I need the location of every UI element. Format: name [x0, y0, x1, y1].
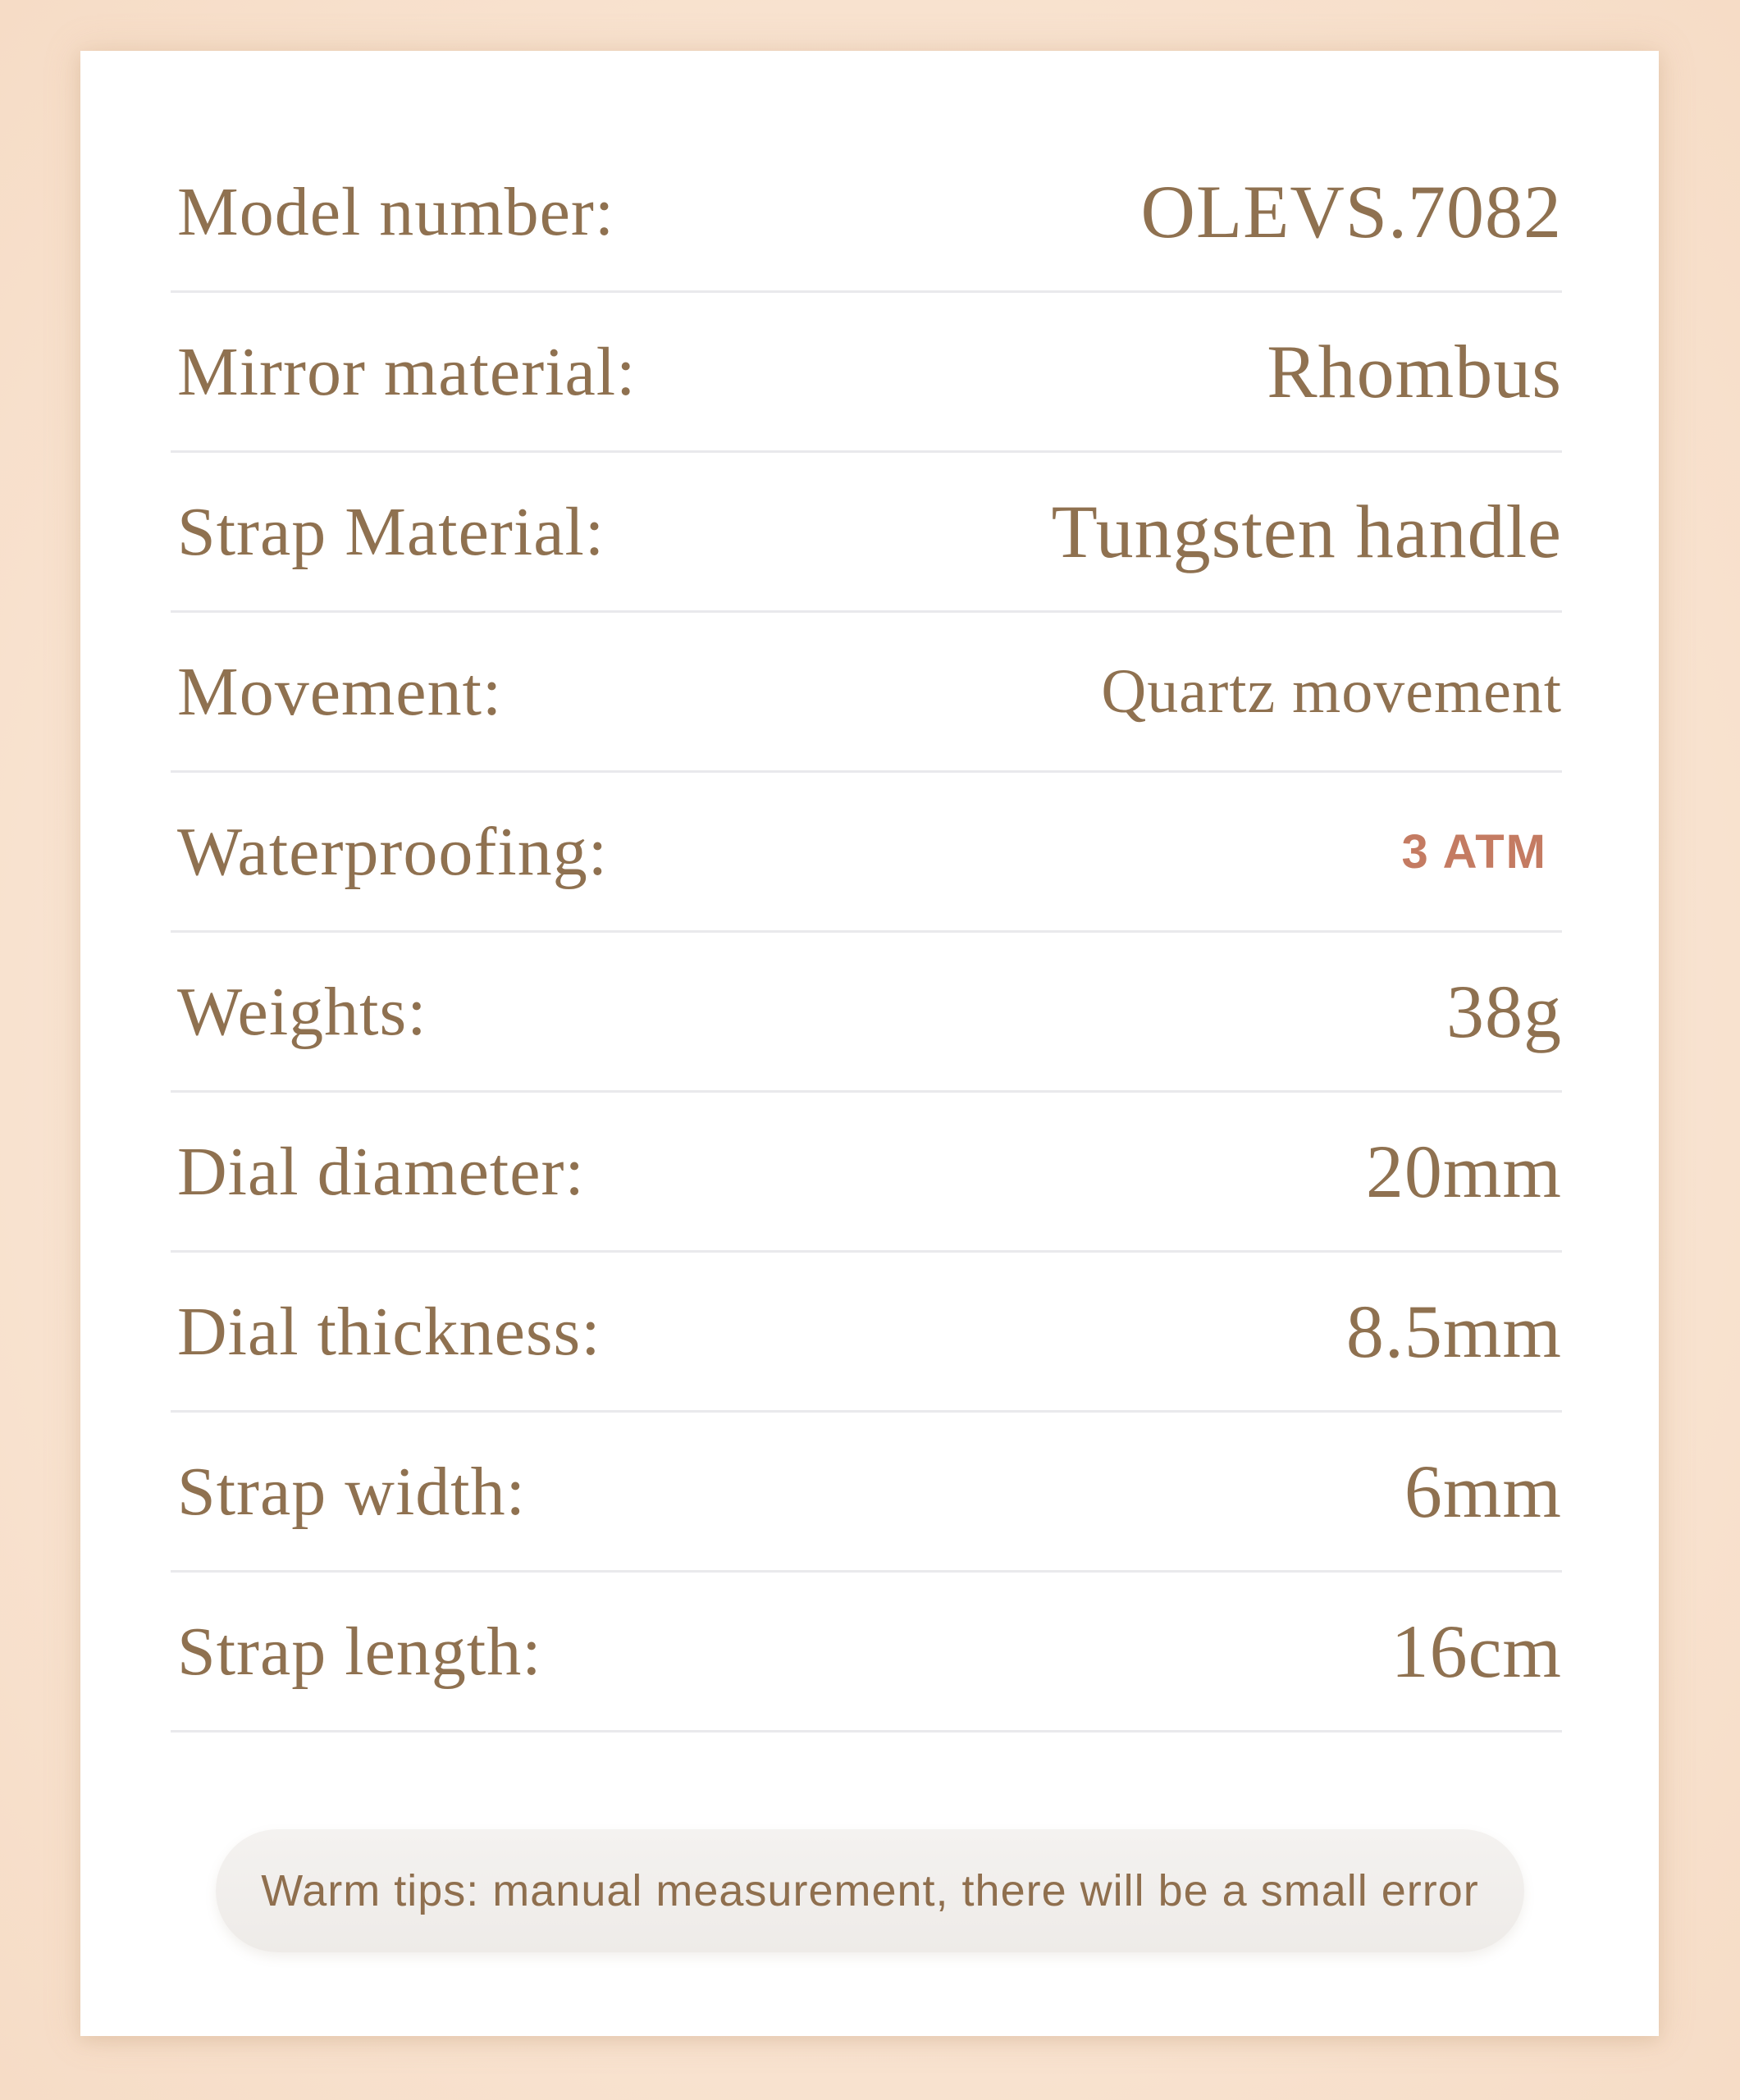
spec-value: 3 ATM [1401, 824, 1547, 879]
spec-value: 8.5mm [1345, 1290, 1562, 1373]
spec-row-dial-thickness [171, 1253, 1562, 1413]
spec-value: 20mm [1365, 1130, 1562, 1213]
spec-label: Movement: [177, 653, 503, 730]
spec-row-strap-length [171, 1573, 1562, 1732]
spec-value: 38g [1446, 970, 1562, 1053]
warm-tip-banner [216, 1829, 1524, 1952]
spec-value: 6mm [1404, 1449, 1562, 1533]
spec-label: Strap Material: [177, 493, 605, 570]
spec-list [171, 133, 1562, 1732]
spec-label: Dial diameter: [177, 1133, 585, 1210]
spec-row-weights [171, 933, 1562, 1093]
spec-value: Rhombus [1267, 330, 1562, 413]
spec-card [80, 51, 1659, 2036]
spec-label: Mirror material: [177, 333, 637, 410]
spec-label: Strap width: [177, 1453, 526, 1530]
spec-row-waterproofing [171, 773, 1562, 933]
spec-value: Tungsten handle [1051, 490, 1562, 573]
spec-value: OLEVS.7082 [1140, 170, 1562, 253]
spec-label: Weights: [177, 973, 427, 1050]
spec-value: Quartz movement [1101, 656, 1562, 726]
spec-row-dial-diameter [171, 1093, 1562, 1253]
spec-label: Dial thickness: [177, 1293, 601, 1370]
spec-label: Strap length: [177, 1613, 542, 1690]
spec-row-mirror-material [171, 293, 1562, 453]
spec-row-strap-material [171, 453, 1562, 613]
spec-label: Waterproofing: [177, 813, 609, 890]
spec-row-movement [171, 613, 1562, 773]
spec-row-strap-width [171, 1413, 1562, 1573]
warm-tip-text: Warm tips: manual measurement, there will be a small error [261, 1866, 1479, 1915]
spec-label: Model number: [177, 173, 615, 250]
spec-row-model-number [171, 133, 1562, 293]
spec-value: 16cm [1391, 1609, 1562, 1693]
